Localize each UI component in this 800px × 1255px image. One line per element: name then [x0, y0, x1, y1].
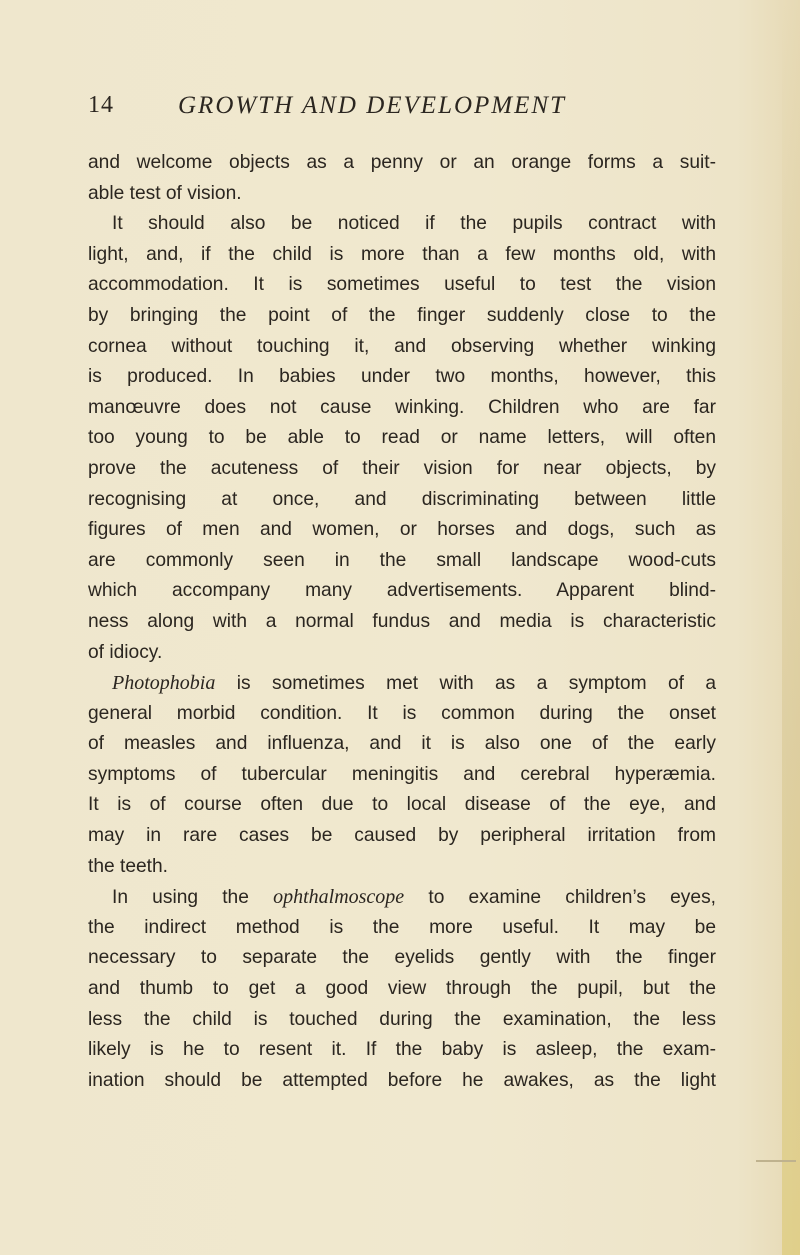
- text-line-content: light, and, if the child is more than a few months old, with: [88, 243, 716, 265]
- text-line: [88, 821, 716, 852]
- text-line: [88, 790, 716, 821]
- text-line-content: is produced. In babies under two months, however, this: [88, 366, 716, 388]
- text-line: [88, 270, 716, 301]
- text-line: [88, 1035, 716, 1066]
- text-line-content: ness along with a normal fundus and media is characteristic: [88, 610, 716, 632]
- text-line: [88, 699, 716, 730]
- body-text: [88, 148, 716, 1096]
- text-line-content: are commonly seen in the small landscape wood-cuts: [88, 549, 716, 571]
- running-title: GROWTH AND DEVELOPMENT: [178, 92, 566, 119]
- text-line: [88, 546, 716, 577]
- text-line: [88, 729, 716, 760]
- text-line: [88, 209, 716, 240]
- text-line-content: likely is he to resent it. If the baby is asleep, the exam-: [88, 1039, 716, 1061]
- text-line: [88, 943, 716, 974]
- italic-term: ophthalmoscope: [273, 886, 405, 909]
- text-line-content: too young to be able to read or name letters, will often: [88, 427, 716, 449]
- text-line-content: cornea without touching it, and observing whether winking: [88, 335, 716, 357]
- text-line-content: may in rare cases be caused by peripheral irritation from: [88, 825, 716, 847]
- page-header: [88, 92, 728, 132]
- text-line: [88, 423, 716, 454]
- text-line-content: the teeth.: [88, 855, 169, 877]
- text-line-prefix: In using the: [112, 887, 274, 909]
- text-line-content: It is of course often due to local disease of the eye, and: [88, 794, 716, 816]
- page-mark: [756, 1160, 796, 1162]
- text-line: [88, 179, 716, 210]
- text-line: [88, 393, 716, 424]
- text-line-content: necessary to separate the eyelids gently with the finger: [88, 947, 716, 969]
- text-line: [88, 668, 716, 699]
- text-line-content: general morbid condition. It is common during the onset: [88, 702, 716, 724]
- text-line: [88, 607, 716, 638]
- text-line-content: and welcome objects as a penny or an orange forms a suit-: [88, 152, 716, 173]
- text-line: [88, 852, 716, 883]
- text-line: [88, 882, 716, 913]
- text-line-content: less the child is touched during the examination, the less: [88, 1008, 716, 1030]
- text-line-content: manœuvre does not cause winking. Children who are far: [88, 396, 716, 418]
- text-line: [88, 638, 716, 669]
- text-line: [88, 148, 716, 179]
- text-line-content: is sometimes met with as a symptom of a: [215, 673, 716, 695]
- page-number: 14: [88, 92, 114, 118]
- text-line-content: prove the acuteness of their vision for near objects, by: [88, 457, 716, 479]
- text-line-content: and thumb to get a good view through the pupil, but the: [88, 978, 716, 1000]
- text-line: [88, 485, 716, 516]
- text-line-content: able test of vision.: [88, 182, 242, 204]
- text-line: [88, 576, 716, 607]
- text-line: [88, 454, 716, 485]
- text-line-content: of measles and influenza, and it is also one of the early: [88, 733, 716, 755]
- text-line-content: which accompany many advertisements. Apparent blind-: [88, 580, 716, 602]
- text-line: [88, 240, 716, 271]
- text-line: [88, 1005, 716, 1036]
- text-line: [88, 362, 716, 393]
- text-line: [88, 913, 716, 944]
- text-line-content: accommodation. It is sometimes useful to test the vision: [88, 274, 716, 296]
- text-line-content: ination should be attempted before he awakes, as the light: [88, 1069, 716, 1091]
- text-line-content: of idiocy.: [88, 641, 163, 663]
- text-line-content: to examine children’s eyes,: [404, 887, 716, 909]
- text-line-content: symptoms of tubercular meningitis and cerebral hyperæmia.: [88, 763, 716, 785]
- text-line-content: by bringing the point of the finger suddenly close to the: [88, 304, 716, 326]
- text-line: [88, 515, 716, 546]
- text-line: [88, 332, 716, 363]
- text-line-content: recognising at once, and discriminating between little: [88, 488, 716, 510]
- text-line: [88, 1066, 716, 1097]
- text-line-content: figures of men and women, or horses and dogs, such as: [88, 519, 716, 541]
- page-edge-stain: [782, 0, 800, 1255]
- text-line-content: the indirect method is the more useful. It may be: [88, 916, 716, 938]
- text-line: [88, 301, 716, 332]
- text-line: [88, 760, 716, 791]
- italic-term: Photophobia: [112, 672, 216, 695]
- text-line: [88, 974, 716, 1005]
- text-line-content: It should also be noticed if the pupils contract with: [112, 213, 716, 235]
